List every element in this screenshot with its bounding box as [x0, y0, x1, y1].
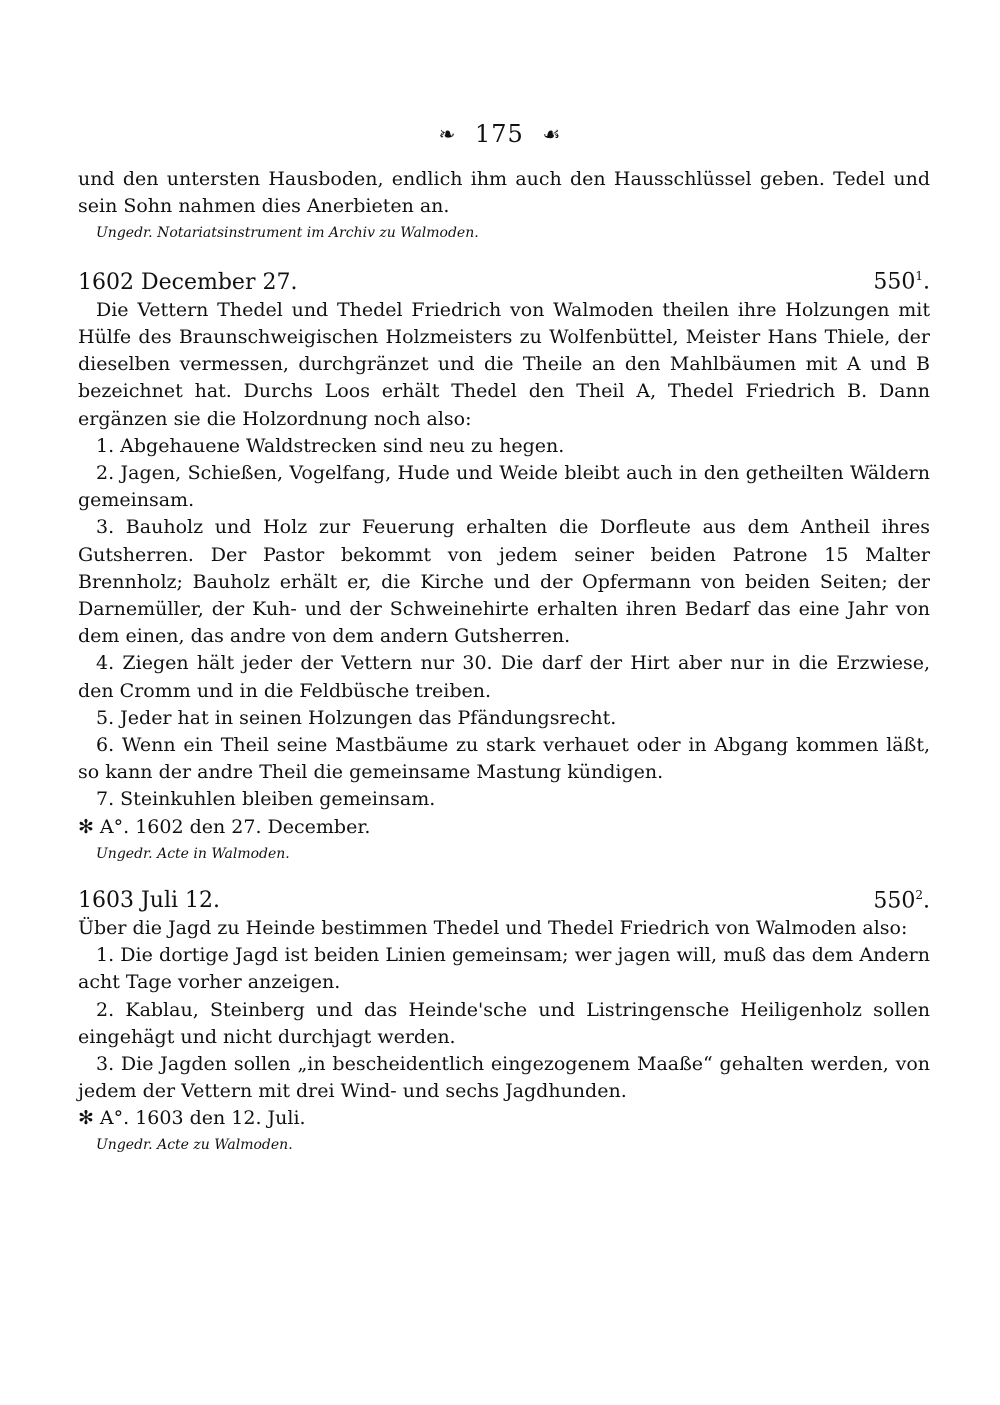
list-item: 1. Die dortige Jagd ist beiden Linien gemeinsam; wer jagen will, muß das dem Andern acht Tage vorher anzeigen.: [78, 944, 930, 994]
entry-heading: [78, 881, 930, 915]
closing-text: A°. 1603 den 12. Juli.: [99, 1107, 306, 1130]
entry-number: [873, 262, 930, 296]
list-item: 6. Wenn ein Theil seine Mastbäume zu stark verhauet oder in Abgang kommen läßt, so kann der andre Theil die gemeinsame Mastung kündigen.: [78, 733, 930, 784]
entry-number-sup: 2: [915, 887, 923, 902]
entry-number-sup: 1: [915, 269, 923, 284]
entry-source: Ungedr. Acte zu Walmoden.: [96, 1137, 293, 1154]
ornament-right-icon: ☙: [542, 121, 562, 146]
entry-summary: Die Vettern Thedel und Thedel Friedrich von Walmoden theilen ihre Holzungen mit Hülfe des Braunschweigischen Holzmeisters zu Wolfenbüttel, Meister Hans Thiele, der dieselben vermessen, durchgränzet und die Theile an den Mahlbäumen mit A und B bezeichnet hat. Durchs Loos erhält Thedel den Theil A, Thedel Friedrich B. Dann ergänzen sie die Holzordnung noch also:: [78, 298, 930, 430]
entry-source: Ungedr. Acte in Walmoden.: [96, 845, 290, 862]
list-item: 3. Die Jagden sollen „in bescheidentlich eingezogenem Maaße“ gehalten werden, von jedem der Vettern mit drei Wind- und sechs Jagdhunden.: [78, 1052, 930, 1103]
list-item: 1. Abgehauene Waldstrecken sind neu zu hegen.: [96, 434, 565, 457]
entry-number: [873, 881, 930, 915]
list-item: 2. Jagen, Schießen, Vogelfang, Hude und Weide bleibt auch in den getheilten Wäldern gemeinsam.: [78, 461, 930, 512]
star-icon: ✻: [78, 1107, 94, 1130]
list-item: 7. Steinkuhlen bleiben gemeinsam.: [96, 788, 436, 811]
ornament-left-icon: ❧: [438, 121, 457, 146]
entry-closing: [78, 814, 930, 841]
entry-550-2: [78, 881, 930, 1157]
closing-text: A°. 1602 den 27. December.: [99, 815, 371, 838]
list-item: 2. Kablau, Steinberg und das Heinde'sche und Listringensche Heiligenholz sollen eingehägt und nicht durchjagt werden.: [78, 998, 930, 1048]
page-header: [0, 118, 1000, 148]
entry-date: 1603 Juli 12.: [78, 887, 221, 913]
intro-paragraph: und den untersten Hausboden, endlich ihm auch den Hausschlüssel geben. Tedel und sein Sohn nahmen dies Anerbieten an.: [78, 168, 930, 218]
list-item: 3. Bauholz und Holz zur Feuerung erhalten die Dorfleute aus dem Antheil ihres Gutsherren. Der Pastor bekommt von jedem seiner beiden Patrone 15 Malter Brennholz; Bauholz erhält er, die Kirche und der Opfermann von beiden Seiten; der Darnemüller, der Kuh- und der Schweinehirte erhalten ihren Bedarf das eine Jahr von dem einen, das andre von dem andern Gutsherren.: [78, 516, 930, 648]
entry-summary: Über die Jagd zu Heinde bestimmen Thedel und Thedel Friedrich von Walmoden also:: [78, 916, 908, 939]
entry-date: 1602 December 27.: [78, 269, 298, 295]
list-item: 5. Jeder hat in seinen Holzungen das Pfändungsrecht.: [96, 706, 617, 729]
page-content: [78, 166, 930, 1156]
entry-heading: [78, 262, 930, 296]
intro-source: Ungedr. Notariatsinstrument im Archiv zu Walmoden.: [96, 225, 479, 242]
entry-number-dot: .: [923, 269, 930, 295]
entry-number-main: 550: [873, 887, 916, 913]
entry-closing: [78, 1105, 930, 1132]
list-item: 4. Ziegen hält jeder der Vettern nur 30. Die darf der Hirt aber nur in die Erzwiese, den Cromm und in die Feldbüsche treiben.: [78, 652, 930, 702]
entry-number-dot: .: [923, 887, 930, 913]
entry-number-main: 550: [873, 269, 916, 295]
star-icon: ✻: [78, 815, 94, 838]
entry-550-1: [78, 262, 930, 864]
page-number: 175: [475, 119, 524, 148]
